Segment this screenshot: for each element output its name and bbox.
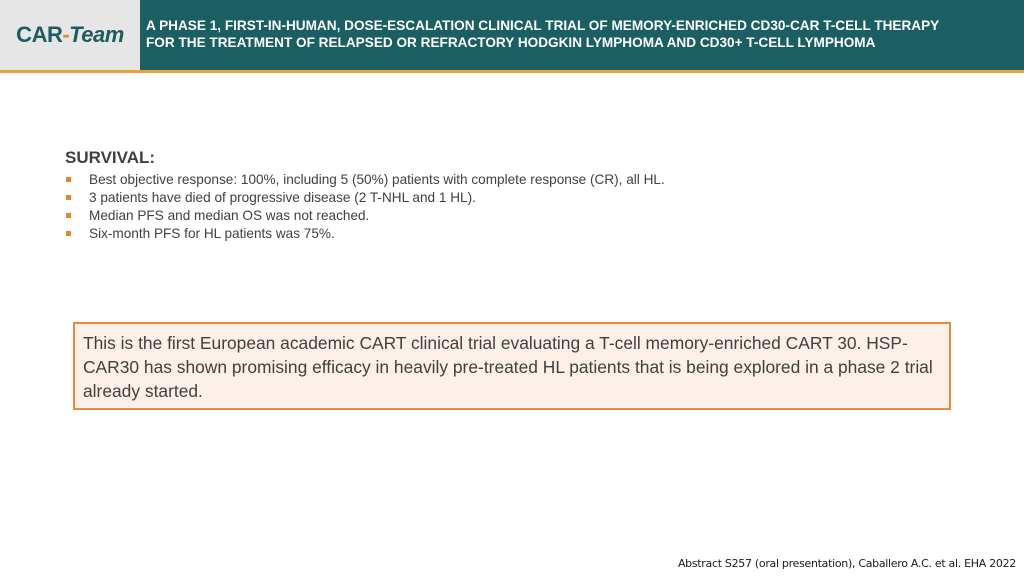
header-divider [0,70,1024,73]
bullet-item [65,207,665,225]
logo-text: CAR-Team [16,22,124,47]
bullet-square-icon [66,231,71,236]
slide-header [0,0,1024,70]
bullet-text: Median PFS and median OS was not reached. [89,208,370,223]
bullet-square-icon [66,177,71,182]
bullet-text: 3 patients have died of progressive disease (2 T-NHL and 1 HL). [89,190,476,205]
bullet-item [65,171,665,189]
bullet-text: Six-month PFS for HL patients was 75%. [89,226,335,241]
slide-title [140,0,1024,70]
bullet-square-icon [66,213,71,218]
conclusion-callout [73,322,951,410]
survival-bullet-list [65,171,665,243]
title-line-2: FOR THE TREATMENT OF RELAPSED OR REFRACTORY HODGKIN LYMPHOMA AND CD30+ T-CELL LYMPHOMA [146,35,876,50]
title-line-1: A PHASE 1, FIRST-IN-HUMAN, DOSE-ESCALATION CLINICAL TRIAL OF MEMORY-ENRICHED CD30-CAR T-CELL THERAPY [146,18,940,33]
bullet-text: Best objective response: 100%, including 5 (50%) patients with complete response (CR), all HL. [89,172,665,187]
bullet-item [65,189,665,207]
reference-citation: Abstract S257 (oral presentation), Caballero A.C. et al. EHA 2022 [677,557,1016,570]
survival-heading: SURVIVAL: [65,148,156,167]
callout-text: This is the first European academic CART clinical trial evaluating a T-cell memory-enriched CART 30. HSP-CAR30 has shown promising efficacy in heavily pre-treated HL patients that is being explored in a phase 2 trial already started. [83,333,933,401]
bullet-item [65,225,665,243]
car-team-logo [0,0,140,70]
bullet-square-icon [66,195,71,200]
